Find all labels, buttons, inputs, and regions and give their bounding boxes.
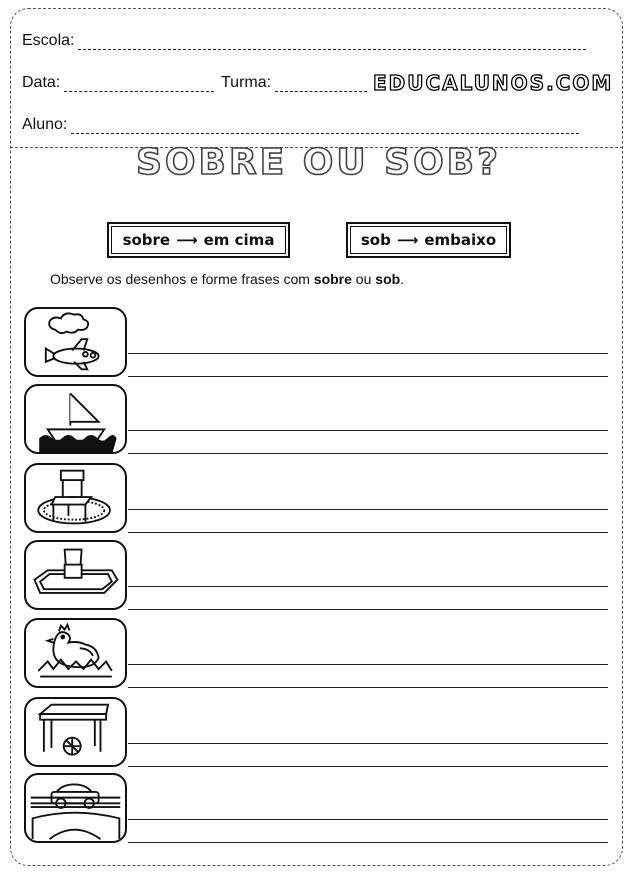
instruction-text: ou bbox=[351, 271, 376, 287]
airplane-under-cloud-icon bbox=[24, 307, 127, 377]
writing-line[interactable] bbox=[128, 376, 608, 377]
data-input[interactable] bbox=[64, 77, 214, 92]
exercise-row bbox=[24, 540, 610, 610]
chair-on-rug-icon bbox=[24, 463, 127, 533]
data-field bbox=[22, 74, 214, 92]
turma-field bbox=[221, 74, 367, 92]
exercise-row bbox=[24, 463, 610, 533]
hen-on-nest-icon bbox=[24, 618, 127, 688]
ball-under-table-icon bbox=[24, 697, 127, 767]
turma-label: Turma: bbox=[221, 74, 272, 91]
writing-line[interactable] bbox=[128, 609, 608, 610]
car-under-bridge-icon bbox=[24, 773, 127, 843]
exercise-row bbox=[24, 307, 610, 377]
writing-line[interactable] bbox=[128, 453, 608, 454]
exercise-row bbox=[24, 697, 610, 767]
definition-word: sobre bbox=[122, 231, 171, 249]
exercise-row bbox=[24, 618, 610, 688]
writing-line[interactable] bbox=[128, 586, 608, 587]
escola-field bbox=[22, 32, 586, 50]
writing-line[interactable] bbox=[128, 766, 608, 767]
arrow-right-icon: ⟶ bbox=[396, 231, 419, 249]
escola-input[interactable] bbox=[78, 35, 586, 50]
escola-label: Escola: bbox=[22, 32, 75, 49]
arrow-right-icon: ⟶ bbox=[176, 231, 198, 249]
instruction-text: Observe os desenhos e forme frases com bbox=[50, 271, 314, 287]
writing-line[interactable] bbox=[128, 532, 608, 533]
definition-meaning: embaixo bbox=[424, 231, 497, 249]
writing-line[interactable] bbox=[128, 842, 608, 843]
turma-input[interactable] bbox=[275, 77, 367, 92]
writing-line[interactable] bbox=[128, 430, 608, 431]
data-label: Data: bbox=[22, 74, 61, 91]
exercise-row bbox=[24, 773, 610, 843]
definition-word: sob bbox=[360, 231, 391, 249]
definition-sob bbox=[346, 222, 511, 258]
writing-line[interactable] bbox=[128, 819, 608, 820]
instruction bbox=[50, 271, 404, 287]
definition-sobre bbox=[107, 222, 290, 258]
page-title: SOBRE OU SOB? bbox=[135, 142, 502, 183]
instruction-text: . bbox=[400, 271, 405, 287]
brand-logo: EDUCALUNOS.COM bbox=[373, 71, 614, 95]
aluno-field bbox=[22, 116, 579, 134]
writing-line[interactable] bbox=[128, 509, 608, 510]
instruction-word-sob: sob bbox=[375, 271, 401, 287]
writing-line[interactable] bbox=[128, 743, 608, 744]
writing-line[interactable] bbox=[128, 353, 608, 354]
definition-meaning: em cima bbox=[203, 231, 275, 249]
instruction-word-sobre: sobre bbox=[313, 271, 352, 287]
boat-on-water-icon bbox=[24, 384, 127, 454]
exercise-row bbox=[24, 384, 610, 454]
writing-line[interactable] bbox=[128, 664, 608, 665]
aluno-input[interactable] bbox=[71, 119, 579, 134]
cup-on-tray-icon bbox=[24, 540, 127, 610]
aluno-label: Aluno: bbox=[22, 116, 68, 133]
writing-line[interactable] bbox=[128, 687, 608, 688]
